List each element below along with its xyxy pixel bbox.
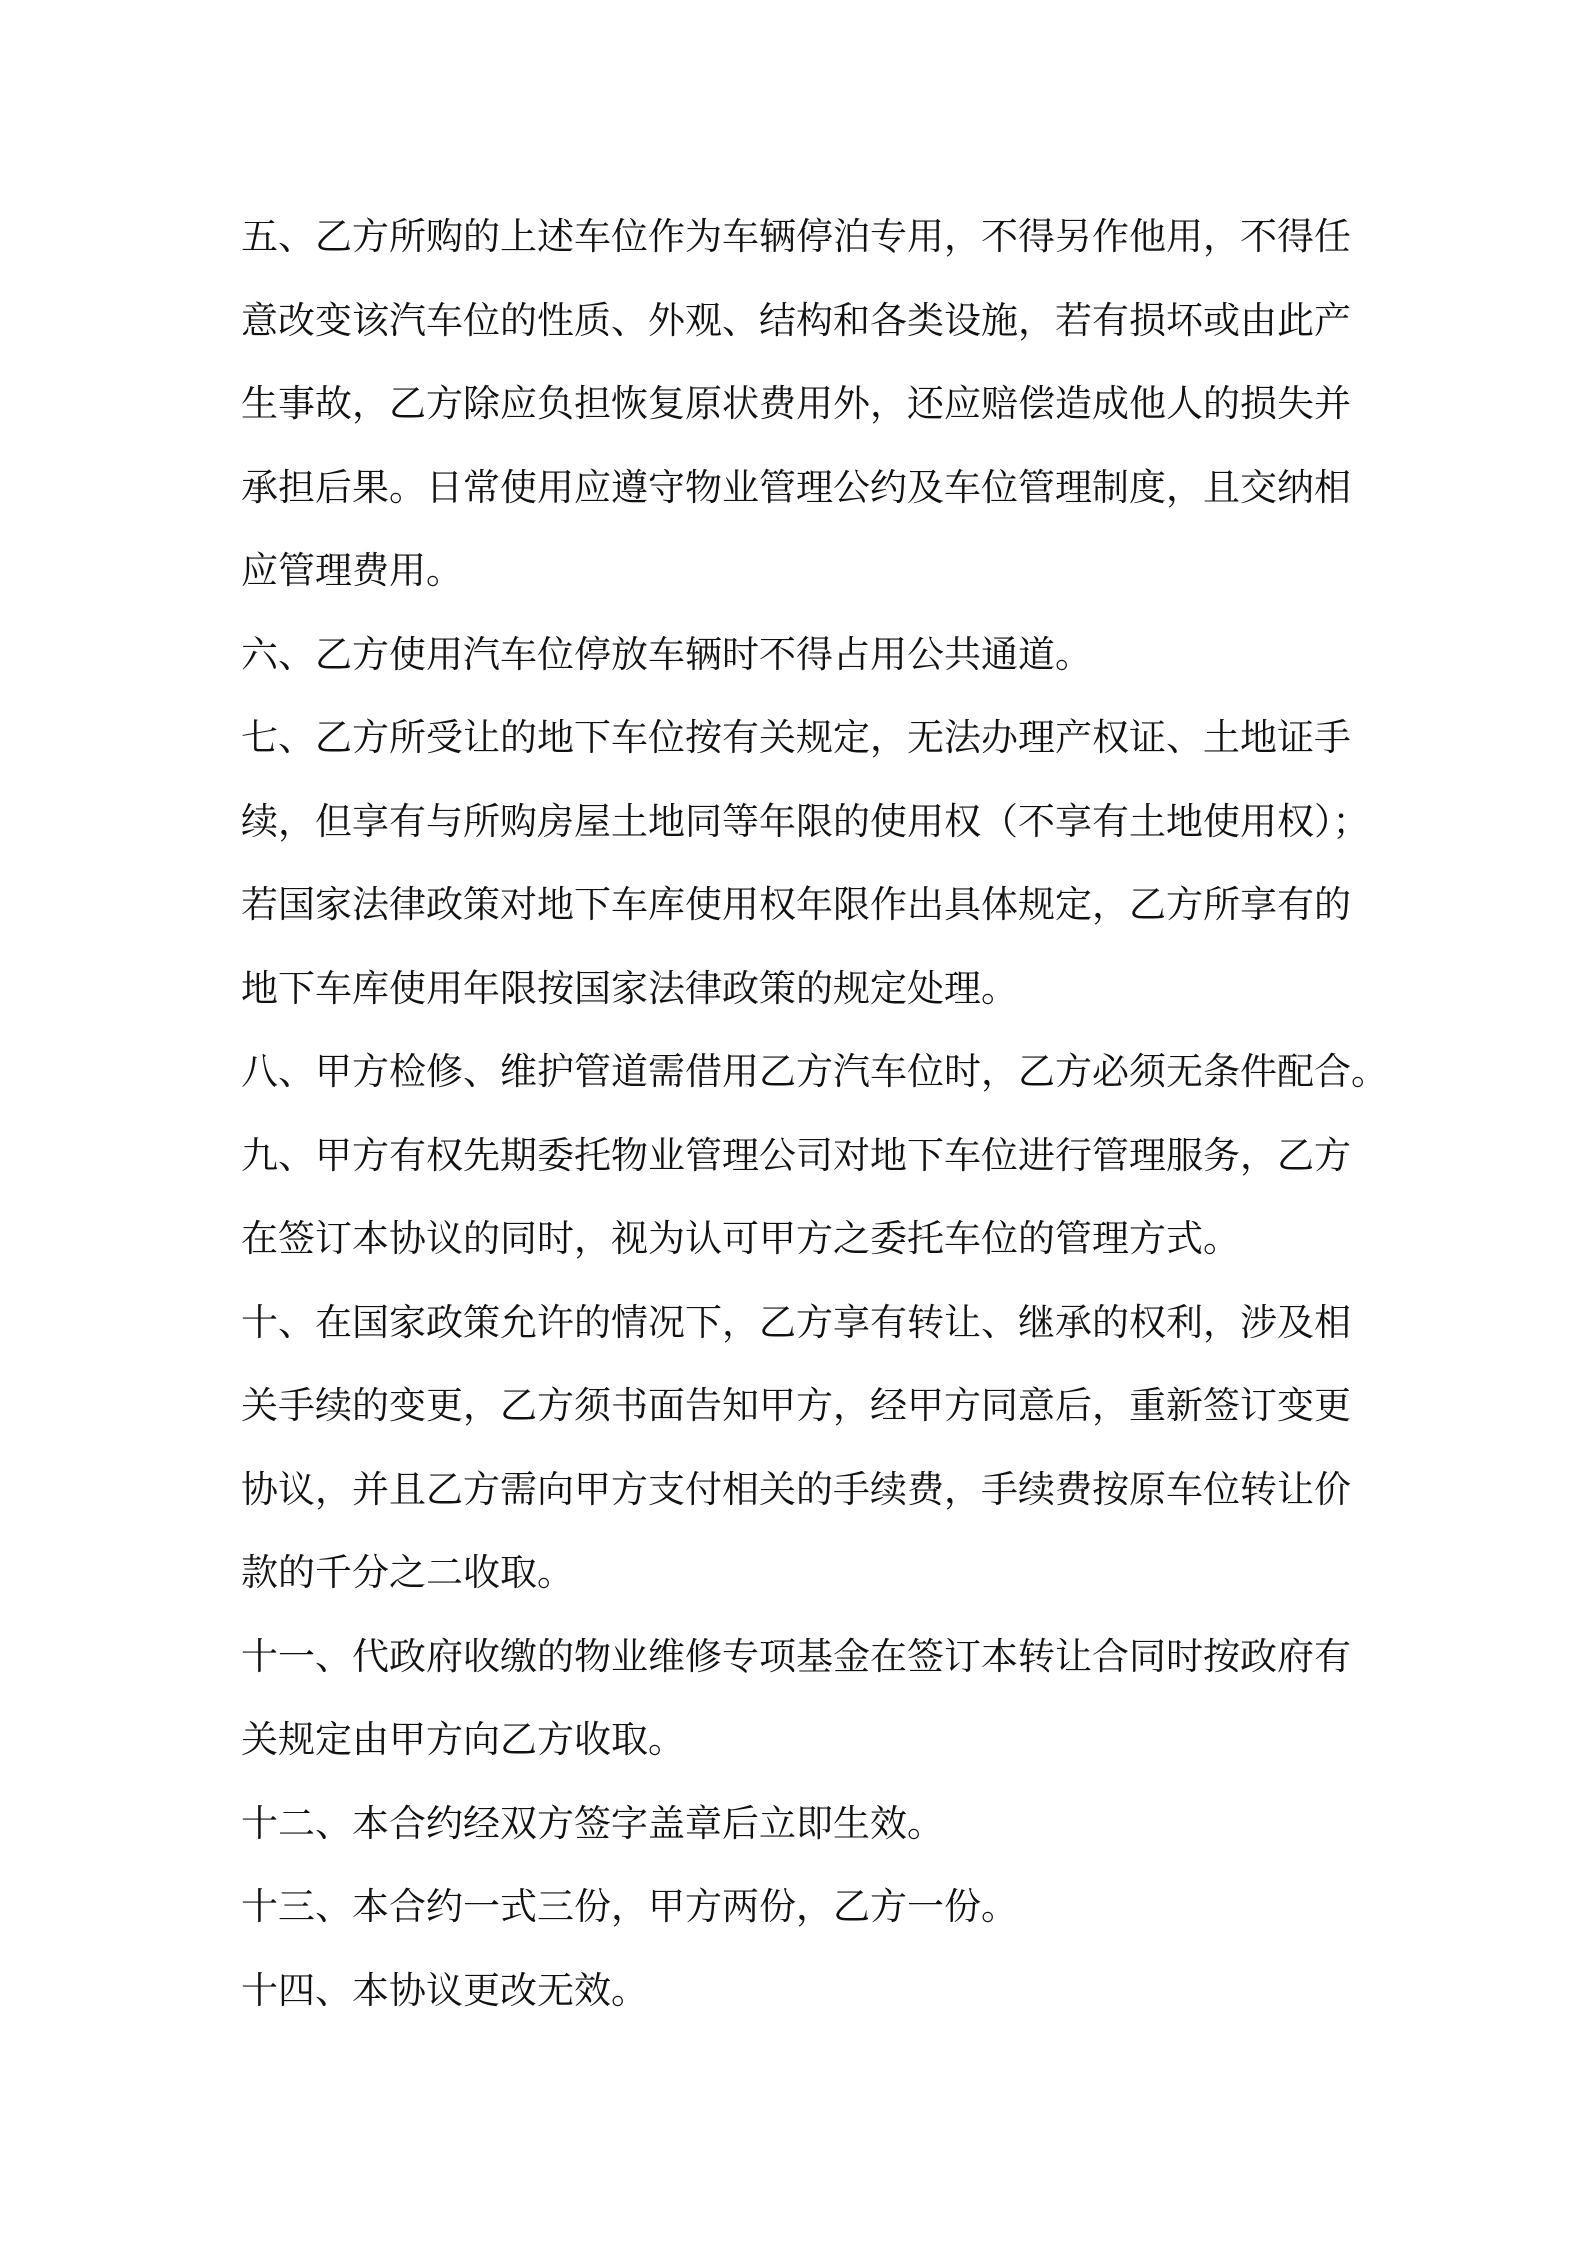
clause-7-line-4: 地下车库使用年限按国家法律政策的规定处理。 [241, 966, 1018, 1010]
clause-7-line-2: 续，但享有与所购房屋土地同等年限的使用权（不享有土地使用权）； [241, 799, 1370, 843]
clause-14-line-1: 十四、本协议更改无效。 [241, 1968, 648, 2012]
clause-10-line-2: 关手续的变更，乙方须书面告知甲方，经甲方同意后，重新签订变更 [241, 1384, 1351, 1427]
clause-9-line-2: 在签订本协议的同时，视为认可甲方之委托车位的管理方式。 [241, 1217, 1240, 1260]
clause-10-line-3: 协议，并且乙方需向甲方支付相关的手续费，手续费按原车位转让价 [241, 1467, 1351, 1511]
clause-8-line-1: 八、甲方检修、维护管道需借用乙方汽车位时，乙方必须无条件配合。 [241, 1050, 1388, 1093]
clause-7-line-1: 七、乙方所受让的地下车位按有关规定，无法办理产权证、土地证手 [241, 716, 1351, 759]
clause-13-line-1: 十三、本合约一式三份，甲方两份，乙方一份。 [241, 1885, 1018, 1928]
clause-11-line-1: 十一、代政府收缴的物业维修专项基金在签订本转让合同时按政府有 [241, 1634, 1351, 1678]
clause-7-line-3: 若国家法律政策对地下车库使用权年限作出具体规定，乙方所享有的 [241, 883, 1351, 926]
clause-10-line-1: 十、在国家政策允许的情况下，乙方享有转让、继承的权利，涉及相 [241, 1300, 1351, 1344]
clause-5-line-4: 承担后果。日常使用应遵守物业管理公约及车位管理制度，且交纳相 [241, 465, 1351, 509]
clause-5-line-5: 应管理费用。 [241, 549, 463, 592]
clause-12-line-1: 十二、本合约经双方签字盖章后立即生效。 [241, 1801, 944, 1845]
clause-5-line-1: 五、乙方所购的上述车位作为车辆停泊专用，不得另作他用，不得任 [241, 215, 1351, 258]
clause-6-line-1: 六、乙方使用汽车位停放车辆时不得占用公共通道。 [241, 632, 1092, 676]
contract-clauses [241, 195, 1388, 2032]
clause-9-line-1: 九、甲方有权先期委托物业管理公司对地下车位进行管理服务，乙方 [241, 1133, 1351, 1177]
clause-5-line-2: 意改变该汽车位的性质、外观、结构和各类设施，若有损坏或由此产 [241, 298, 1351, 342]
clause-5-line-3: 生事故，乙方除应负担恢复原状费用外，还应赔偿造成他人的损失并 [241, 382, 1351, 425]
clause-11-line-2: 关规定由甲方向乙方收取。 [241, 1718, 685, 1761]
clause-10-line-4: 款的千分之二收取。 [241, 1551, 574, 1594]
